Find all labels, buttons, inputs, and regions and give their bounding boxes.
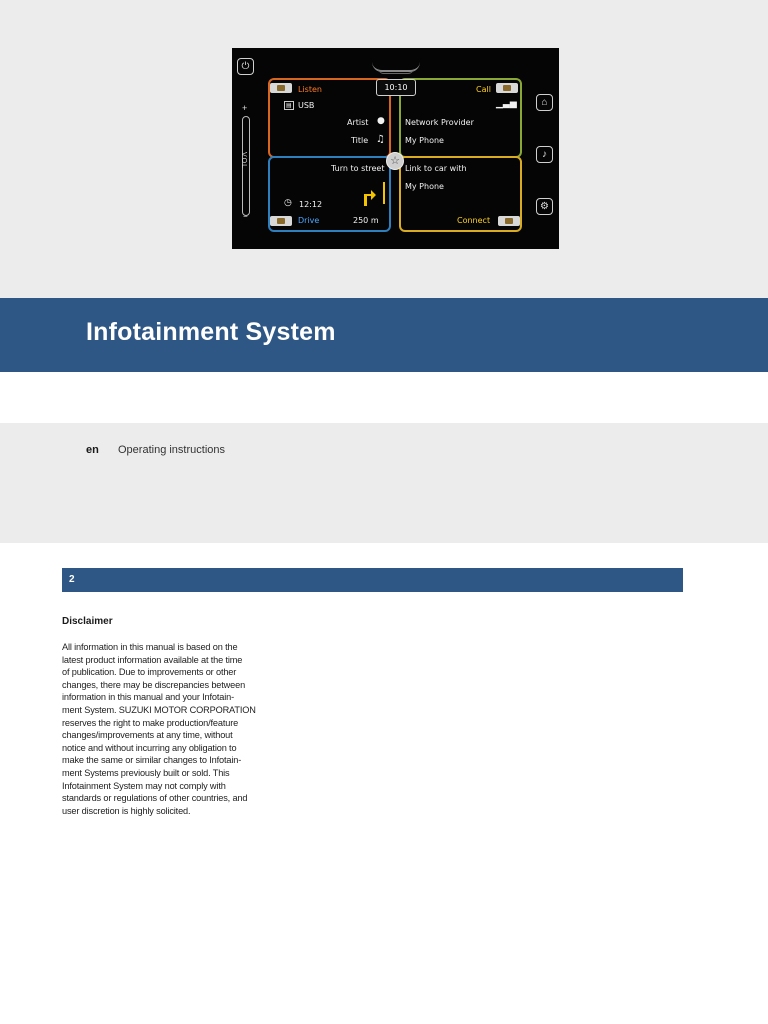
- turn-arrow-icon: [360, 186, 376, 206]
- volume-minus-icon: −: [243, 212, 248, 221]
- disclaimer-line: latest product information available at the time: [62, 654, 243, 665]
- disclaimer-heading: Disclaimer: [62, 616, 113, 627]
- connect-phone: My Phone: [405, 182, 444, 191]
- disclaimer-line: All information in this manual is based on the: [62, 642, 238, 652]
- language-band: [0, 423, 768, 543]
- language-code: en: [86, 444, 99, 456]
- drive-distance: 250 m: [353, 216, 379, 225]
- call-label: Call: [476, 85, 491, 94]
- infotainment-device-image: [232, 48, 559, 249]
- drive-label: Drive: [298, 216, 320, 225]
- call-provider: Network Provider: [405, 118, 474, 127]
- usb-icon: ▤: [286, 102, 292, 109]
- favorite-star-icon[interactable]: ☆: [386, 152, 404, 170]
- disclaimer-line: changes, there may be discrepancies between: [62, 679, 246, 690]
- listen-source: USB: [298, 101, 315, 110]
- disclaimer-line: information in this manual and your Infotain-: [62, 692, 234, 703]
- disclaimer-line: user discretion is highly solicited.: [62, 805, 191, 816]
- clock-display: [376, 79, 416, 96]
- language-label: Operating instructions: [118, 444, 225, 456]
- disclaimer-line: ment System. SUZUKI MOTOR CORPORATION: [62, 704, 256, 715]
- disclaimer-line: Infotainment System may not comply with: [62, 780, 226, 791]
- connect-icon: [498, 216, 520, 226]
- volume-label: VOL: [240, 152, 247, 170]
- screen-display: [268, 54, 526, 242]
- voice-button[interactable]: ♪: [536, 146, 553, 163]
- drive-instruction: Turn to street: [331, 164, 385, 173]
- power-button[interactable]: ⏻: [237, 58, 254, 75]
- clock-time: 10:10: [384, 83, 408, 92]
- home-button[interactable]: ⌂: [536, 94, 553, 111]
- page-title: Infotainment System: [86, 318, 336, 346]
- drive-eta: 12:12: [299, 200, 323, 209]
- screen-top-decoration-inner: [378, 68, 414, 74]
- listen-label: Listen: [298, 85, 322, 94]
- disclaimer-line: standards or regulations of other countries, and: [62, 793, 248, 804]
- disclaimer-line: make the same or similar changes to Infotain-: [62, 755, 242, 766]
- drive-nav-icon: [270, 216, 292, 226]
- disclaimer-line: notice and without incurring any obligation to: [62, 742, 237, 753]
- page-header-bar: [62, 568, 683, 592]
- disclaimer-line: ment Systems previously built or sold. This: [62, 767, 230, 778]
- listen-media-icon: [270, 83, 292, 93]
- page-number: 2: [69, 574, 75, 585]
- artist-icon: ●: [377, 116, 385, 126]
- disclaimer-line: reserves the right to make production/feature: [62, 717, 239, 728]
- connect-link-text: Link to car with: [405, 164, 467, 173]
- music-note-icon: ♫: [376, 134, 385, 145]
- signal-icon: ▁▃▅: [496, 99, 517, 109]
- title-label: Title: [351, 136, 369, 145]
- artist-label: Artist: [347, 118, 369, 127]
- call-phone-icon: [496, 83, 518, 93]
- call-phone: My Phone: [405, 136, 444, 145]
- volume-plus-icon: +: [242, 103, 248, 113]
- disclaimer-line: changes/improvements at any time, without: [62, 730, 233, 741]
- route-line: [383, 182, 385, 204]
- settings-button[interactable]: ⚙: [536, 198, 553, 215]
- hero-band: [0, 0, 768, 298]
- connect-label: Connect: [457, 216, 491, 225]
- clock-icon: ◷: [284, 198, 292, 208]
- disclaimer-body: [62, 641, 262, 817]
- title-banner: [0, 298, 768, 372]
- disclaimer-line: of publication. Due to improvements or other: [62, 667, 237, 678]
